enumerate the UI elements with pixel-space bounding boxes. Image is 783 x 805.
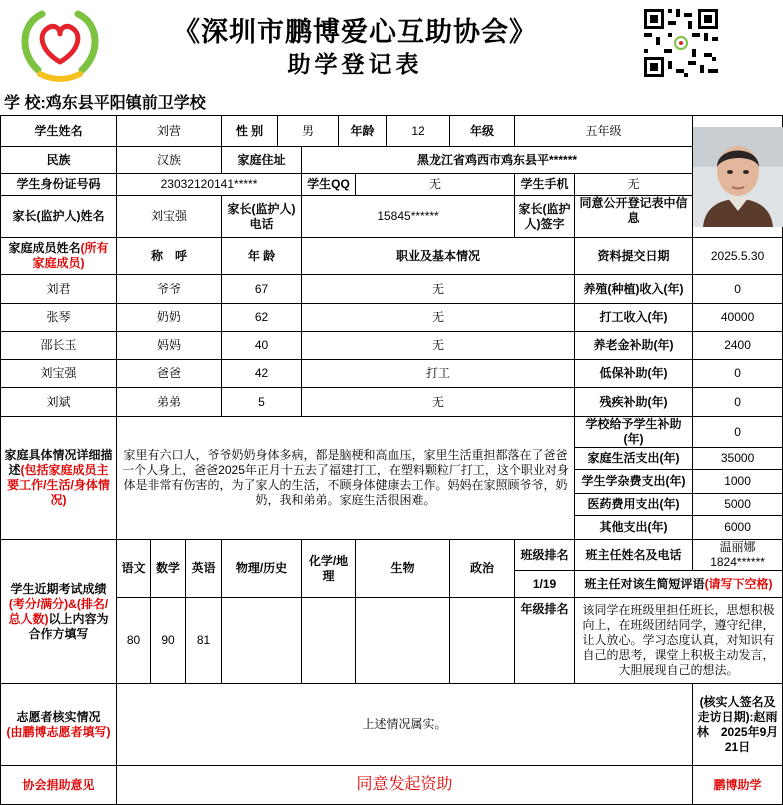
family-desc-label-note: (包括家庭成员主要工作/生活/身体情况) — [7, 463, 110, 507]
member-age: 62 — [222, 304, 302, 332]
row-opinion — [1, 766, 783, 805]
table-row — [1, 304, 783, 332]
guardian-phone-label: 家长(监护人)电话 — [222, 196, 302, 238]
address-label: 家庭住址 — [222, 147, 302, 174]
table-row — [1, 275, 783, 304]
subject-score: 81 — [186, 598, 222, 684]
subject-score — [302, 598, 356, 684]
id-value: 23032120141***** — [117, 174, 302, 196]
gender-value: 男 — [278, 116, 339, 147]
form-subtitle: 助学登记表 — [287, 51, 423, 78]
finance-label: 学生学杂费支出(年) — [575, 470, 693, 494]
member-occupation: 无 — [302, 388, 575, 417]
finance-value: 6000 — [693, 516, 783, 540]
address-value: 黑龙江省鸡西市鸡东县平****** — [302, 147, 693, 174]
row-guardian — [1, 196, 783, 238]
row-basic-info — [1, 116, 783, 147]
member-age: 40 — [222, 332, 302, 360]
member-age: 67 — [222, 275, 302, 304]
school-line — [4, 90, 206, 113]
exam-label-note: (考分/满分)&(排名/总人数) — [8, 596, 109, 626]
finance-label: 养殖(种植)收入(年) — [575, 275, 693, 304]
gender-label: 性 别 — [222, 116, 278, 147]
finance-value: 2400 — [693, 332, 783, 360]
occupation-header: 职业及基本情况 — [302, 238, 575, 275]
finance-label: 家庭生活支出(年) — [575, 448, 693, 470]
subject-score — [356, 598, 450, 684]
teacher-comment-label-text: 班主任对该生简短评语 — [584, 576, 705, 591]
finance-value: 0 — [693, 417, 783, 448]
grade-rank-label: 年级排名 — [515, 598, 575, 684]
student-photo — [693, 116, 783, 238]
age-label: 年龄 — [339, 116, 387, 147]
student-photo-icon — [693, 127, 783, 227]
subject-score: 90 — [151, 598, 186, 684]
subject-header: 语文 — [117, 540, 151, 598]
member-occupation: 无 — [302, 275, 575, 304]
form-title: 《深圳市鹏博爱心互助协会》 — [173, 17, 537, 48]
association-opinion-label: 协会捐助意见 — [1, 766, 117, 805]
member-occupation: 无 — [302, 332, 575, 360]
finance-value: 5000 — [693, 494, 783, 516]
association-logo — [18, 6, 102, 82]
finance-value: 0 — [693, 360, 783, 388]
subject-score: 80 — [117, 598, 151, 684]
finance-label: 打工收入(年) — [575, 304, 693, 332]
member-age: 5 — [222, 388, 302, 417]
school-label: 学 校: — [4, 95, 46, 112]
family-members-label-note: (所有家庭成员) — [32, 241, 109, 270]
subject-header: 数学 — [151, 540, 186, 598]
qq-label: 学生QQ — [302, 174, 356, 196]
exam-label-text2: 以上内容为合作方填写 — [28, 611, 109, 641]
volunteer-label-text: 志愿者核实情况 — [16, 709, 101, 724]
subject-header: 化学/地理 — [302, 540, 356, 598]
ethnicity-value: 汉族 — [117, 147, 222, 174]
grade-value: 五年级 — [515, 116, 693, 147]
student-name-label: 学生姓名 — [1, 116, 117, 147]
finance-value: 1000 — [693, 470, 783, 494]
member-name: 张琴 — [1, 304, 117, 332]
family-members-label-text: 家庭成员姓名 — [8, 241, 81, 255]
subject-header: 生物 — [356, 540, 450, 598]
qr-code-icon — [641, 6, 721, 80]
submit-date-label: 资料提交日期 — [575, 238, 693, 275]
id-label: 学生身份证号码 — [1, 174, 117, 196]
teacher-comment-label — [575, 571, 783, 598]
exam-label — [1, 540, 117, 684]
class-rank-label: 班级排名 — [515, 540, 575, 571]
finance-value: 35000 — [693, 448, 783, 470]
school-name: 鸡东县平阳镇前卫学校 — [45, 95, 206, 112]
row-family-desc — [1, 417, 783, 448]
grade-label: 年级 — [450, 116, 515, 147]
member-occupation: 打工 — [302, 360, 575, 388]
family-desc-label-text: 家庭具体情况详细描述 — [4, 448, 113, 477]
class-rank-value: 1/19 — [515, 571, 575, 598]
member-occupation: 无 — [302, 304, 575, 332]
finance-label: 其他支出(年) — [575, 516, 693, 540]
guardian-name-label: 家长(监护人)姓名 — [1, 196, 117, 238]
member-name: 邵长玉 — [1, 332, 117, 360]
row-exam-header — [1, 540, 783, 571]
row-id — [1, 174, 783, 196]
student-name-value: 刘营 — [117, 116, 222, 147]
finance-label: 低保补助(年) — [575, 360, 693, 388]
table-row — [1, 388, 783, 417]
row-exam-scores — [1, 598, 783, 684]
guardian-phone-value: 15845****** — [302, 196, 515, 238]
consent-label: 同意公开登记表中信息 — [575, 196, 693, 238]
member-name: 刘斌 — [1, 388, 117, 417]
ethnicity-label: 民族 — [1, 147, 117, 174]
phone-label: 学生手机 — [515, 174, 575, 196]
member-age-header: 年 龄 — [222, 238, 302, 275]
relation-header: 称 呼 — [117, 238, 222, 275]
family-desc-label — [1, 417, 117, 540]
finance-value: 0 — [693, 275, 783, 304]
table-row — [1, 360, 783, 388]
teacher-info-label: 班主任姓名及电话 — [575, 540, 693, 571]
subject-header: 政治 — [450, 540, 515, 598]
member-name: 刘君 — [1, 275, 117, 304]
guardian-name-value: 刘宝强 — [117, 196, 222, 238]
member-relation: 爸爸 — [117, 360, 222, 388]
teacher-comment: 该同学在班级里担任班长，思想积极向上，在班级团结同学，遵守纪律，让人放心。学习态度认真，对知识有自己的思考，课堂上积极主动发言，大胆展现自己的想法。 — [575, 598, 783, 684]
teacher-name-phone: 温丽娜 1824****** — [693, 540, 783, 571]
member-relation: 爷爷 — [117, 275, 222, 304]
table-row — [1, 332, 783, 360]
volunteer-label — [1, 684, 117, 766]
subject-score — [222, 598, 302, 684]
finance-label: 学校给予学生补助(年) — [575, 417, 693, 448]
finance-label: 医药费用支出(年) — [575, 494, 693, 516]
family-members-label — [1, 238, 117, 275]
row-ethnicity — [1, 147, 783, 174]
finance-value: 40000 — [693, 304, 783, 332]
subject-score — [450, 598, 515, 684]
form-header — [0, 0, 728, 86]
teacher-comment-label-note: (请写下空格) — [704, 576, 773, 591]
phone-value: 无 — [575, 174, 693, 196]
verifier-signature: (核实人签名及走访日期):赵雨林 2025年9月21日 — [693, 684, 783, 766]
registration-table — [0, 115, 783, 805]
member-relation: 奶奶 — [117, 304, 222, 332]
row-volunteer — [1, 684, 783, 766]
member-relation: 弟弟 — [117, 388, 222, 417]
volunteer-verification: 上述情况属实。 — [117, 684, 693, 766]
brand-label: 鹏博助学 — [693, 766, 783, 805]
member-name: 刘宝强 — [1, 360, 117, 388]
qq-value: 无 — [356, 174, 515, 196]
association-decision: 同意发起资助 — [117, 766, 693, 805]
age-value: 12 — [387, 116, 450, 147]
subject-header: 英语 — [186, 540, 222, 598]
submit-date-value: 2025.5.30 — [693, 238, 783, 275]
volunteer-label-note: (由鹏博志愿者填写) — [6, 724, 111, 739]
family-description: 家里有六口人，爷爷奶奶身体多病，都是脑梗和高血压，家里生活重担都落在了爸爸一个人身上，爸爸2025年正月十五去了福建打工，在塑料颗粒厂打工，这个职业对身体是非常有伤害的，为了家人的生活，不顾身体健康去工作。妈妈在家照顾爷爷，奶奶，我和弟弟。家庭生活很困难。 — [117, 417, 575, 540]
subject-header: 物理/历史 — [222, 540, 302, 598]
finance-label: 残疾补助(年) — [575, 388, 693, 417]
finance-value: 0 — [693, 388, 783, 417]
row-family-header — [1, 238, 783, 275]
member-relation: 妈妈 — [117, 332, 222, 360]
finance-label: 养老金补助(年) — [575, 332, 693, 360]
member-age: 42 — [222, 360, 302, 388]
exam-label-text: 学生近期考试成绩 — [10, 581, 107, 596]
guardian-signature-label: 家长(监护人)签字 — [515, 196, 575, 238]
